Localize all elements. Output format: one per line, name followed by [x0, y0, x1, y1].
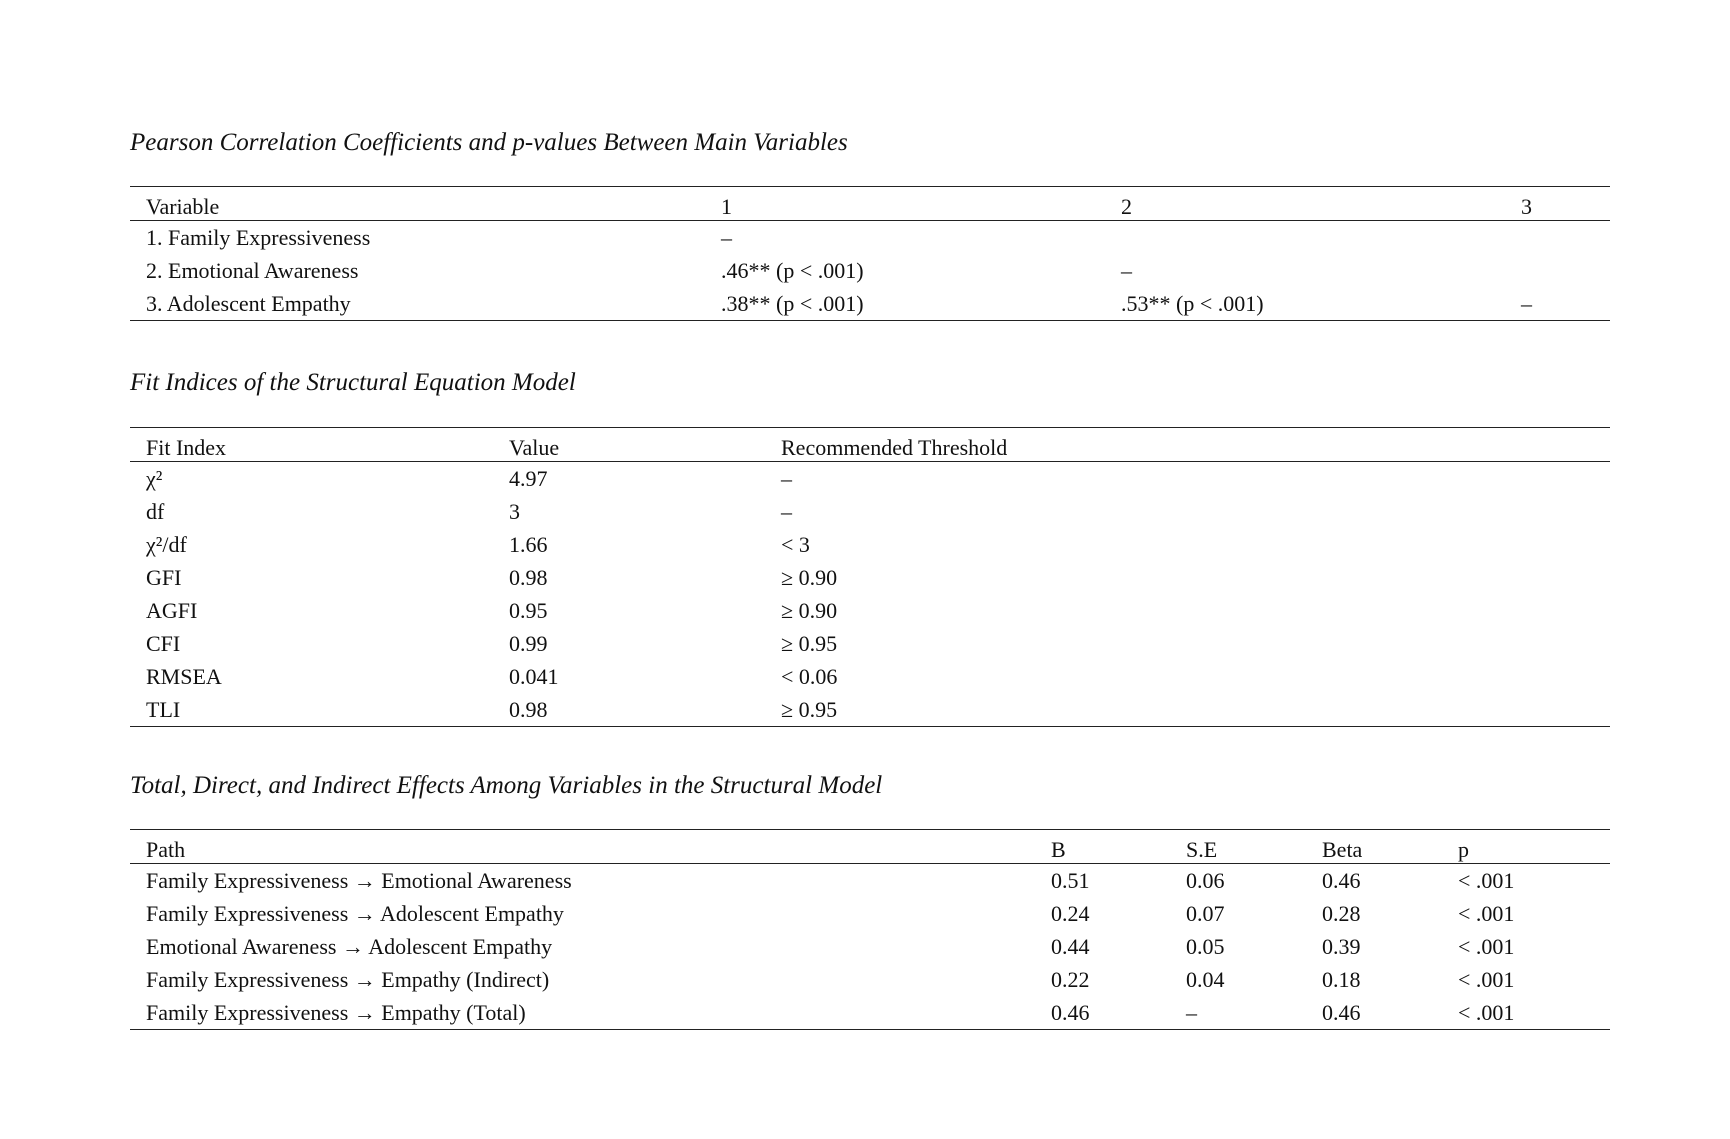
effects-table-caption: Total, Direct, and Indirect Effects Among Variables in the Structural Model [130, 772, 883, 799]
table-cell: 1. Family Expressiveness [146, 224, 371, 250]
table-cell: 2. Emotional Awareness [146, 257, 359, 283]
table-row [130, 693, 1610, 727]
correlation-table [130, 186, 1610, 321]
table-cell: TLI [146, 696, 181, 722]
table-cell: 0.04 [1186, 966, 1225, 992]
table-cell: Family Expressiveness → Emotional Awareness [146, 867, 572, 893]
table-cell: RMSEA [146, 663, 222, 689]
effects-table [130, 829, 1610, 1030]
table-cell: – [721, 224, 732, 250]
table-row [130, 287, 1610, 321]
table-cell [1105, 221, 1505, 255]
table-cell: 0.18 [1322, 966, 1361, 992]
table-row [130, 254, 1610, 287]
table-cell: 4.97 [509, 465, 548, 491]
table-cell: 0.07 [1186, 900, 1225, 926]
correlation-table-caption: Pearson Correlation Coefficients and p-values Between Main Variables [130, 129, 848, 156]
table-header-row [130, 187, 1610, 221]
column-header: Value [509, 435, 560, 460]
table-cell: 0.95 [509, 597, 548, 623]
table-cell: 0.22 [1051, 966, 1090, 992]
table-cell: 3. Adolescent Empathy [146, 290, 351, 316]
table-row [130, 996, 1610, 1030]
table-cell: 0.98 [509, 564, 548, 590]
table-cell: Family Expressiveness → Adolescent Empathy [146, 900, 564, 926]
table-header-row [130, 428, 1610, 462]
table-row [130, 221, 1610, 255]
column-header: 3 [1521, 194, 1532, 219]
table-cell: – [1186, 999, 1197, 1025]
table-cell: GFI [146, 564, 182, 590]
table-cell: 0.99 [509, 630, 548, 656]
column-header: 1 [721, 194, 732, 219]
column-header: S.E [1186, 837, 1218, 862]
table-row [130, 930, 1610, 963]
table-cell: – [781, 465, 792, 491]
table-row [130, 627, 1610, 660]
table-cell: 0.24 [1051, 900, 1090, 926]
column-header: B [1051, 837, 1066, 862]
table-cell: 0.46 [1322, 867, 1361, 893]
column-header: Beta [1322, 837, 1363, 862]
table-cell: – [781, 498, 792, 524]
table-cell: 0.05 [1186, 933, 1225, 959]
fit-table-caption: Fit Indices of the Structural Equation Model [130, 369, 576, 396]
table-cell: ≥ 0.90 [781, 564, 838, 590]
column-header: 2 [1121, 194, 1132, 219]
table-cell: ≥ 0.95 [781, 630, 838, 656]
table-cell: < 0.06 [781, 663, 838, 689]
table-cell: < .001 [1458, 966, 1515, 992]
table-row [130, 864, 1610, 898]
table-row [130, 495, 1610, 528]
table-cell: .38** (p < .001) [721, 290, 864, 316]
table-cell: χ² [146, 465, 163, 491]
table-row [130, 528, 1610, 561]
table-cell: 0.06 [1186, 867, 1225, 893]
table-cell: – [1121, 257, 1132, 283]
table-cell: 0.041 [509, 663, 559, 689]
table-cell: Family Expressiveness → Empathy (Total) [146, 999, 526, 1025]
table-cell: 0.98 [509, 696, 548, 722]
table-cell: < 3 [781, 531, 810, 557]
table-cell: < .001 [1458, 867, 1515, 893]
table-cell: 0.46 [1322, 999, 1361, 1025]
table-cell: .53** (p < .001) [1121, 290, 1264, 316]
table-cell: – [1521, 290, 1532, 316]
table-cell: ≥ 0.95 [781, 696, 838, 722]
table-cell: df [146, 498, 165, 524]
table-cell: < .001 [1458, 999, 1515, 1025]
table-cell: AGFI [146, 597, 198, 623]
table-row [130, 963, 1610, 996]
table-cell: ≥ 0.90 [781, 597, 838, 623]
table-row [130, 462, 1610, 496]
table-cell: Emotional Awareness → Adolescent Empathy [146, 933, 553, 959]
table-row [130, 561, 1610, 594]
table-cell: 0.28 [1322, 900, 1361, 926]
table-cell: < .001 [1458, 900, 1515, 926]
column-header: Fit Index [146, 435, 227, 460]
table-header-row [130, 830, 1610, 864]
table-cell: 3 [509, 498, 520, 524]
column-header: Path [146, 837, 186, 862]
table-cell: CFI [146, 630, 181, 656]
table-cell: .46** (p < .001) [721, 257, 864, 283]
column-header: Variable [146, 194, 220, 219]
table-cell: Family Expressiveness → Empathy (Indirect) [146, 966, 550, 992]
table-cell: 0.39 [1322, 933, 1361, 959]
table-row [130, 594, 1610, 627]
table-row [130, 660, 1610, 693]
table-cell [1505, 221, 1610, 255]
table-cell: 0.44 [1051, 933, 1090, 959]
table-cell: < .001 [1458, 933, 1515, 959]
table-cell: χ²/df [146, 531, 187, 557]
column-header: Recommended Threshold [781, 435, 1008, 460]
table-row [130, 897, 1610, 930]
table-cell [1505, 254, 1610, 287]
table-cell: 0.46 [1051, 999, 1090, 1025]
column-header: p [1458, 837, 1469, 862]
table-cell: 1.66 [509, 531, 548, 557]
table-cell: 0.51 [1051, 867, 1090, 893]
fit-indices-table [130, 427, 1610, 727]
